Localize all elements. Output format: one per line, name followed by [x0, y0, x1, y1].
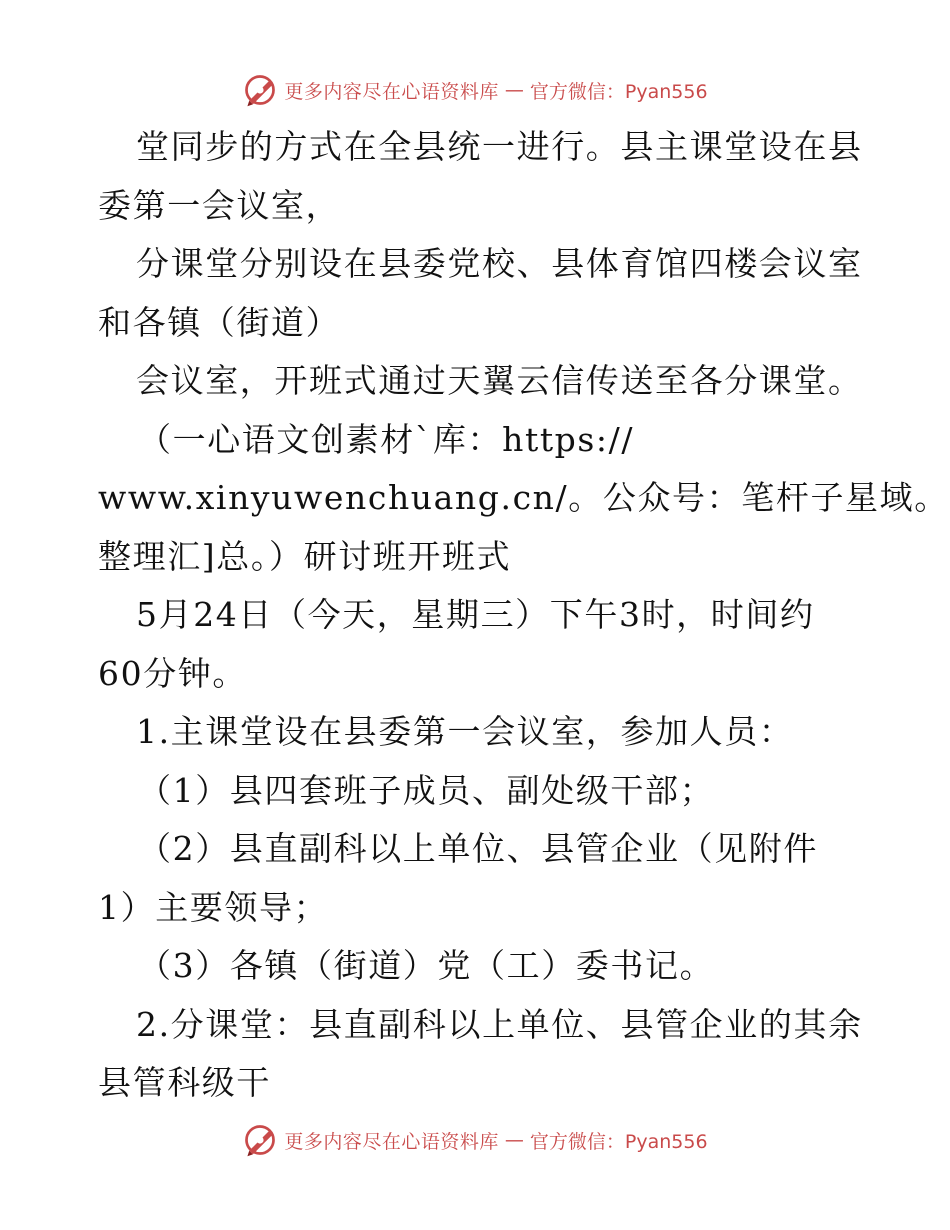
- body-line: 整理汇]总。）研讨班开班式: [98, 536, 512, 576]
- body-line: （2）县直副科以上单位、县管企业（见附件: [138, 829, 818, 868]
- body-line: 堂同步的方式在全县统一进行。县主课堂设在县: [136, 127, 863, 166]
- watermark-wechat: 官方微信：Pyan556: [529, 80, 708, 103]
- body-line: （1）县四套班子成员、副处级干部；: [138, 770, 715, 810]
- body-line: 1）主要领导；: [98, 887, 329, 927]
- body-line: 1.主课堂设在县委第一会议室，参加人员：: [136, 712, 794, 751]
- body-line: 县管科级干: [98, 1063, 271, 1102]
- body-line: 会议室，开班式通过天翼云信传送至各分课堂。: [136, 361, 863, 400]
- body-line: 60分钟。: [98, 653, 247, 693]
- body-line: www.xinyuwenchuang.cn/。公众号：笔杆子星域。: [98, 478, 949, 517]
- watermark-group: [242, 72, 707, 108]
- document-body: [98, 118, 949, 1113]
- body-line: 5月24日（今天，星期三）下午3时，时间约: [136, 595, 815, 634]
- body-line: 2.分课堂：县直副科以上单位、县管企业的其余: [136, 1004, 863, 1044]
- watermark-text: 更多内容尽在心语资料库: [284, 1130, 499, 1153]
- footer-watermark: [0, 1120, 950, 1160]
- header-watermark: [0, 70, 950, 110]
- pen-nib-logo-icon: [242, 1122, 278, 1158]
- body-line: 委第一会议室，: [98, 185, 341, 225]
- body-line: （一心语文创素材ˋ库：https://: [138, 419, 635, 459]
- pen-nib-logo-icon: [242, 72, 278, 108]
- watermark-text: 更多内容尽在心语资料库: [284, 80, 499, 103]
- body-line: 分课堂分别设在县委党校、县体育馆四楼会议室: [136, 244, 863, 283]
- body-line: （3）各镇（街道）党（工）委书记。: [138, 946, 715, 985]
- body-line: 和各镇（街道）: [98, 302, 341, 342]
- watermark-wechat: 官方微信：Pyan556: [529, 1130, 708, 1153]
- watermark-dash: —: [504, 1129, 524, 1151]
- watermark-dash: —: [504, 79, 524, 101]
- watermark-group: [242, 1122, 707, 1158]
